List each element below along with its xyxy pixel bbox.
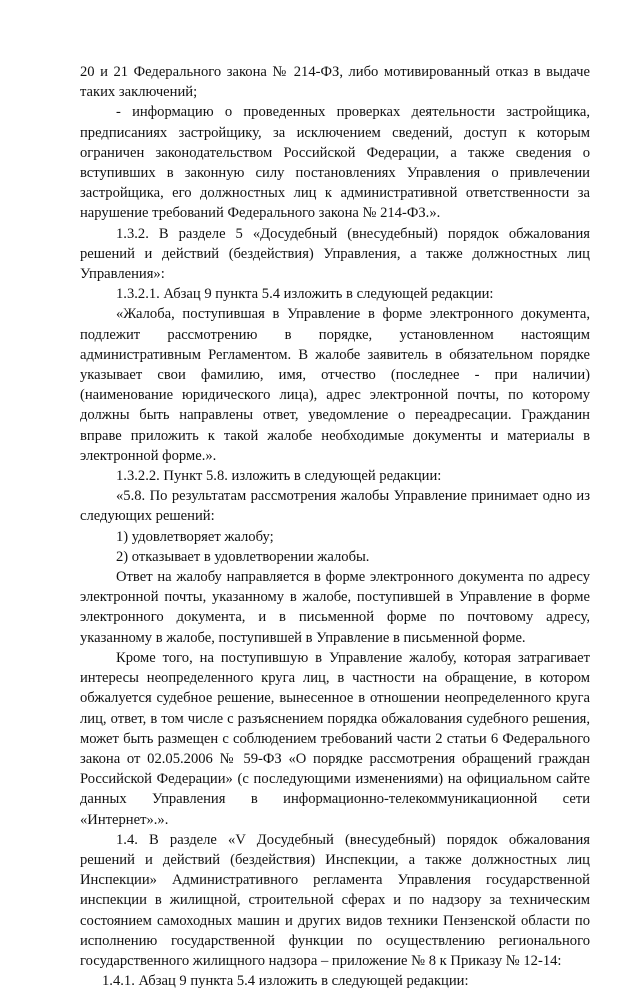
paragraph-10: Ответ на жалобу направляется в форме электронного документа по адресу электронной почты, указанному в жалобе, поступившей в Управление в форме электронного документа, и в письменной форме по почтовому адресу, указанному в жалобе, поступившей в Управление в письменной форме. bbox=[80, 569, 590, 646]
paragraph-13: 1.4.1. Абзац 9 пункта 5.4 изложить в следующей редакции: bbox=[102, 973, 469, 990]
paragraph-5: «Жалоба, поступившая в Управление в форме электронного документа, подлежит рассмотрению в порядке, установленном настоящим административным Регламентом. В жалобе заявитель в обязательном порядке указывает свои фамилию, имя, отчество (последнее - при наличии) (наименование юридического лица), адрес электронной почты, по которому должны быть направлены ответ, уведомление о переадресации. Гражданин вправе приложить к такой жалобе необходимые документы и материалы в электронной форме.». bbox=[80, 306, 590, 464]
paragraph-8: 1) удовлетворяет жалобу; bbox=[116, 528, 274, 545]
paragraph-7: «5.8. По результатам рассмотрения жалобы Управление принимает одно из следующих решений: bbox=[80, 488, 590, 525]
paragraph-12: 1.4. В разделе «V Досудебный (внесудебный) порядок обжалования решений и действий (бездействия) Инспекции, а также должностных лиц Инспекции» Административного регламента Управления государственной инспекции в жилищной, строительной сферах и по надзору за техническим состоянием самоходных машин и других видов техники Пензенской области по исполнению государственной функции по осуществлению регионального государственного жилищного надзора – приложение № 8 к Приказу № 12-14: bbox=[80, 831, 590, 969]
paragraph-9: 2) отказывает в удовлетворении жалобы. bbox=[116, 548, 370, 565]
paragraph-11: Кроме того, на поступившую в Управление жалобу, которая затрагивает интересы неопределенного круга лиц, в частности на обращение, в котором обжалуется судебное решение, вынесенное в отношении неопределенного круга лиц, ответ, в том числе с разъяснением порядка обжалования судебного решения, может быть размещен с соблюдением требований части 2 статьи 6 Федерального закона от 02.05.2006 № 59-ФЗ «О порядке рассмотрения обращений граждан Российской Федерации» (с последующими изменениями) на официальном сайте данных Управления в информационно-телекоммуникационной сети «Интернет».». bbox=[80, 649, 590, 828]
paragraph-3: 1.3.2. В разделе 5 «Досудебный (внесудебный) порядок обжалования решений и действий (бездействия) Управления, а также должностных лиц Управления»: bbox=[80, 225, 590, 283]
paragraph-2: - информацию о проведенных проверках деятельности застройщика, предписаниях застройщику, за исключением сведений, доступ к которым ограничен законодательством Российской Федерации, а также сведения о вступивших в законную силу постановлениях Управления о привлечении застройщика, его должностных лиц к административной ответственности за нарушение требований Федерального закона № 214-ФЗ.». bbox=[80, 104, 590, 222]
paragraph-1: 20 и 21 Федерального закона № 214-ФЗ, либо мотивированный отказ в выдаче таких заключений; bbox=[80, 64, 590, 101]
document-page bbox=[80, 62, 590, 991]
paragraph-4: 1.3.2.1. Абзац 9 пункта 5.4 изложить в следующей редакции: bbox=[116, 286, 494, 303]
paragraph-6: 1.3.2.2. Пункт 5.8. изложить в следующей редакции: bbox=[116, 468, 442, 485]
